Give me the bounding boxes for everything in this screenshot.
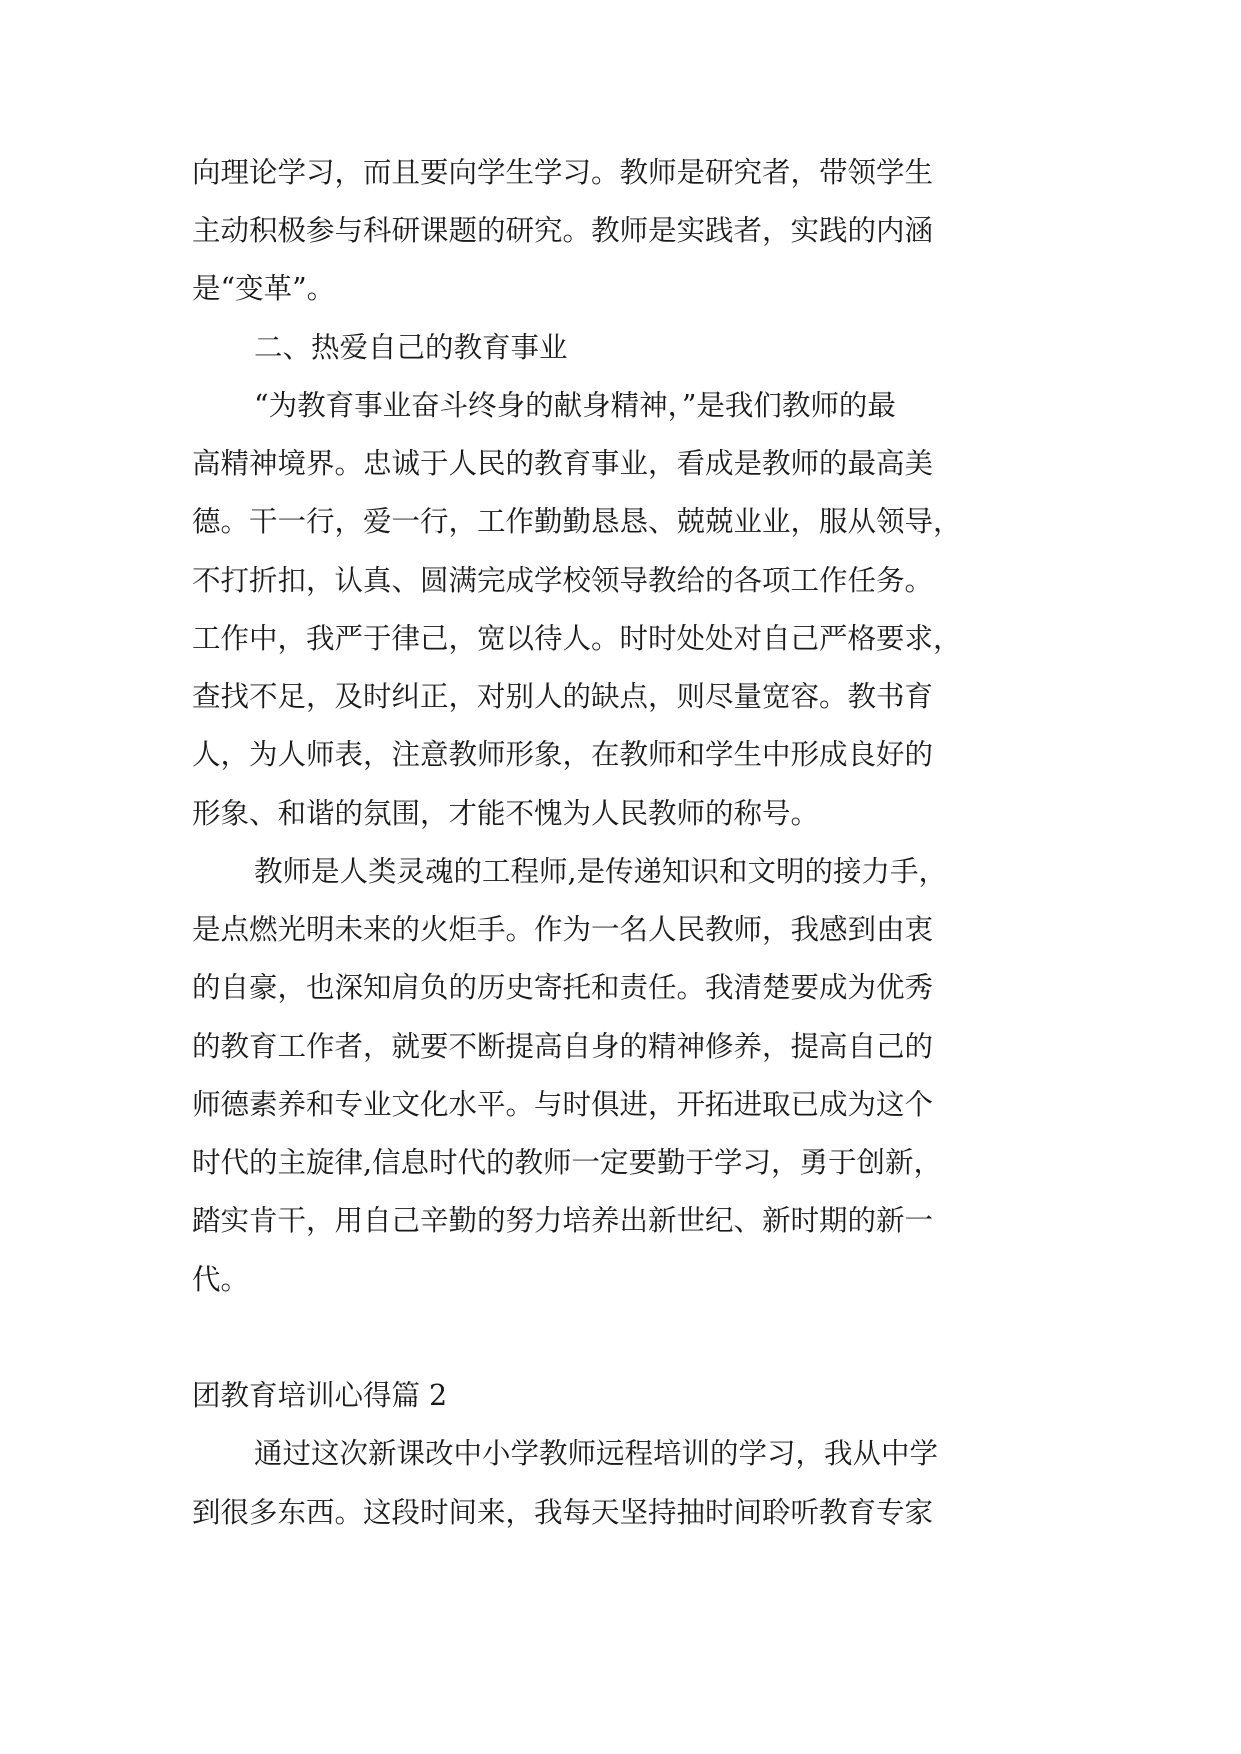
paragraph-line: 是点燃光明未来的火炬手。作为一名人民教师，我感到由衷 <box>192 913 934 946</box>
paragraph-line: 人，为人师表，注意教师形象，在教师和学生中形成良好的 <box>192 738 934 771</box>
paragraph-line: 是“变革”。 <box>192 272 336 305</box>
paragraph-line: 高精神境界。忠诚于人民的教育事业，看成是教师的最高美 <box>192 447 934 480</box>
paragraph-line: 通过这次新课改中小学教师远程培训的学习，我从中学 <box>254 1437 939 1470</box>
paragraph-line: 向理论学习，而且要向学生学习。教师是研究者，带领学生 <box>192 156 934 189</box>
paragraph-line: 教师是人类灵魂的工程师,是传递知识和文明的接力手， <box>254 855 948 888</box>
paragraph-line: 师德素养和专业文化水平。与时俱进，开拓进取已成为这个 <box>192 1088 934 1121</box>
paragraph-line: 的自豪，也深知肩负的历史寄托和责任。我清楚要成为优秀 <box>192 971 934 1004</box>
paragraph-line: 主动积极参与科研课题的研究。教师是实践者，实践的内涵 <box>192 214 934 247</box>
paragraph-line: “为教育事业奋斗终身的献身精神，”是我们教师的最 <box>254 389 896 422</box>
section-heading: 二、热爱自己的教育事业 <box>254 331 568 364</box>
paragraph-line: 到很多东西。这段时间来，我每天坚持抽时间聆听教育专家 <box>192 1496 934 1529</box>
paragraph-line: 的教育工作者，就要不断提高自身的精神修养，提高自己的 <box>192 1030 934 1063</box>
paragraph-line: 查找不足，及时纠正，对别人的缺点，则尽量宽容。教书育 <box>192 680 934 713</box>
paragraph-line: 工作中，我严于律己，宽以待人。时时处处对自己严格要求， <box>192 622 962 655</box>
paragraph-line: 踏实肯干，用自己辛勤的努力培养出新世纪、新时期的新一 <box>192 1204 934 1237</box>
paragraph-line: 形象、和谐的氛围，才能不愧为人民教师的称号。 <box>192 797 820 830</box>
article-title: 团教育培训心得篇 2 <box>192 1379 448 1412</box>
paragraph-line: 德。干一行，爱一行，工作勤勤恳恳、兢兢业业，服从领导， <box>192 505 962 538</box>
paragraph-line: 不打折扣，认真、圆满完成学校领导教给的各项工作任务。 <box>192 564 934 597</box>
paragraph-line: 代。 <box>192 1263 250 1296</box>
paragraph-line: 时代的主旋律,信息时代的教师一定要勤于学习，勇于创新， <box>192 1146 943 1179</box>
